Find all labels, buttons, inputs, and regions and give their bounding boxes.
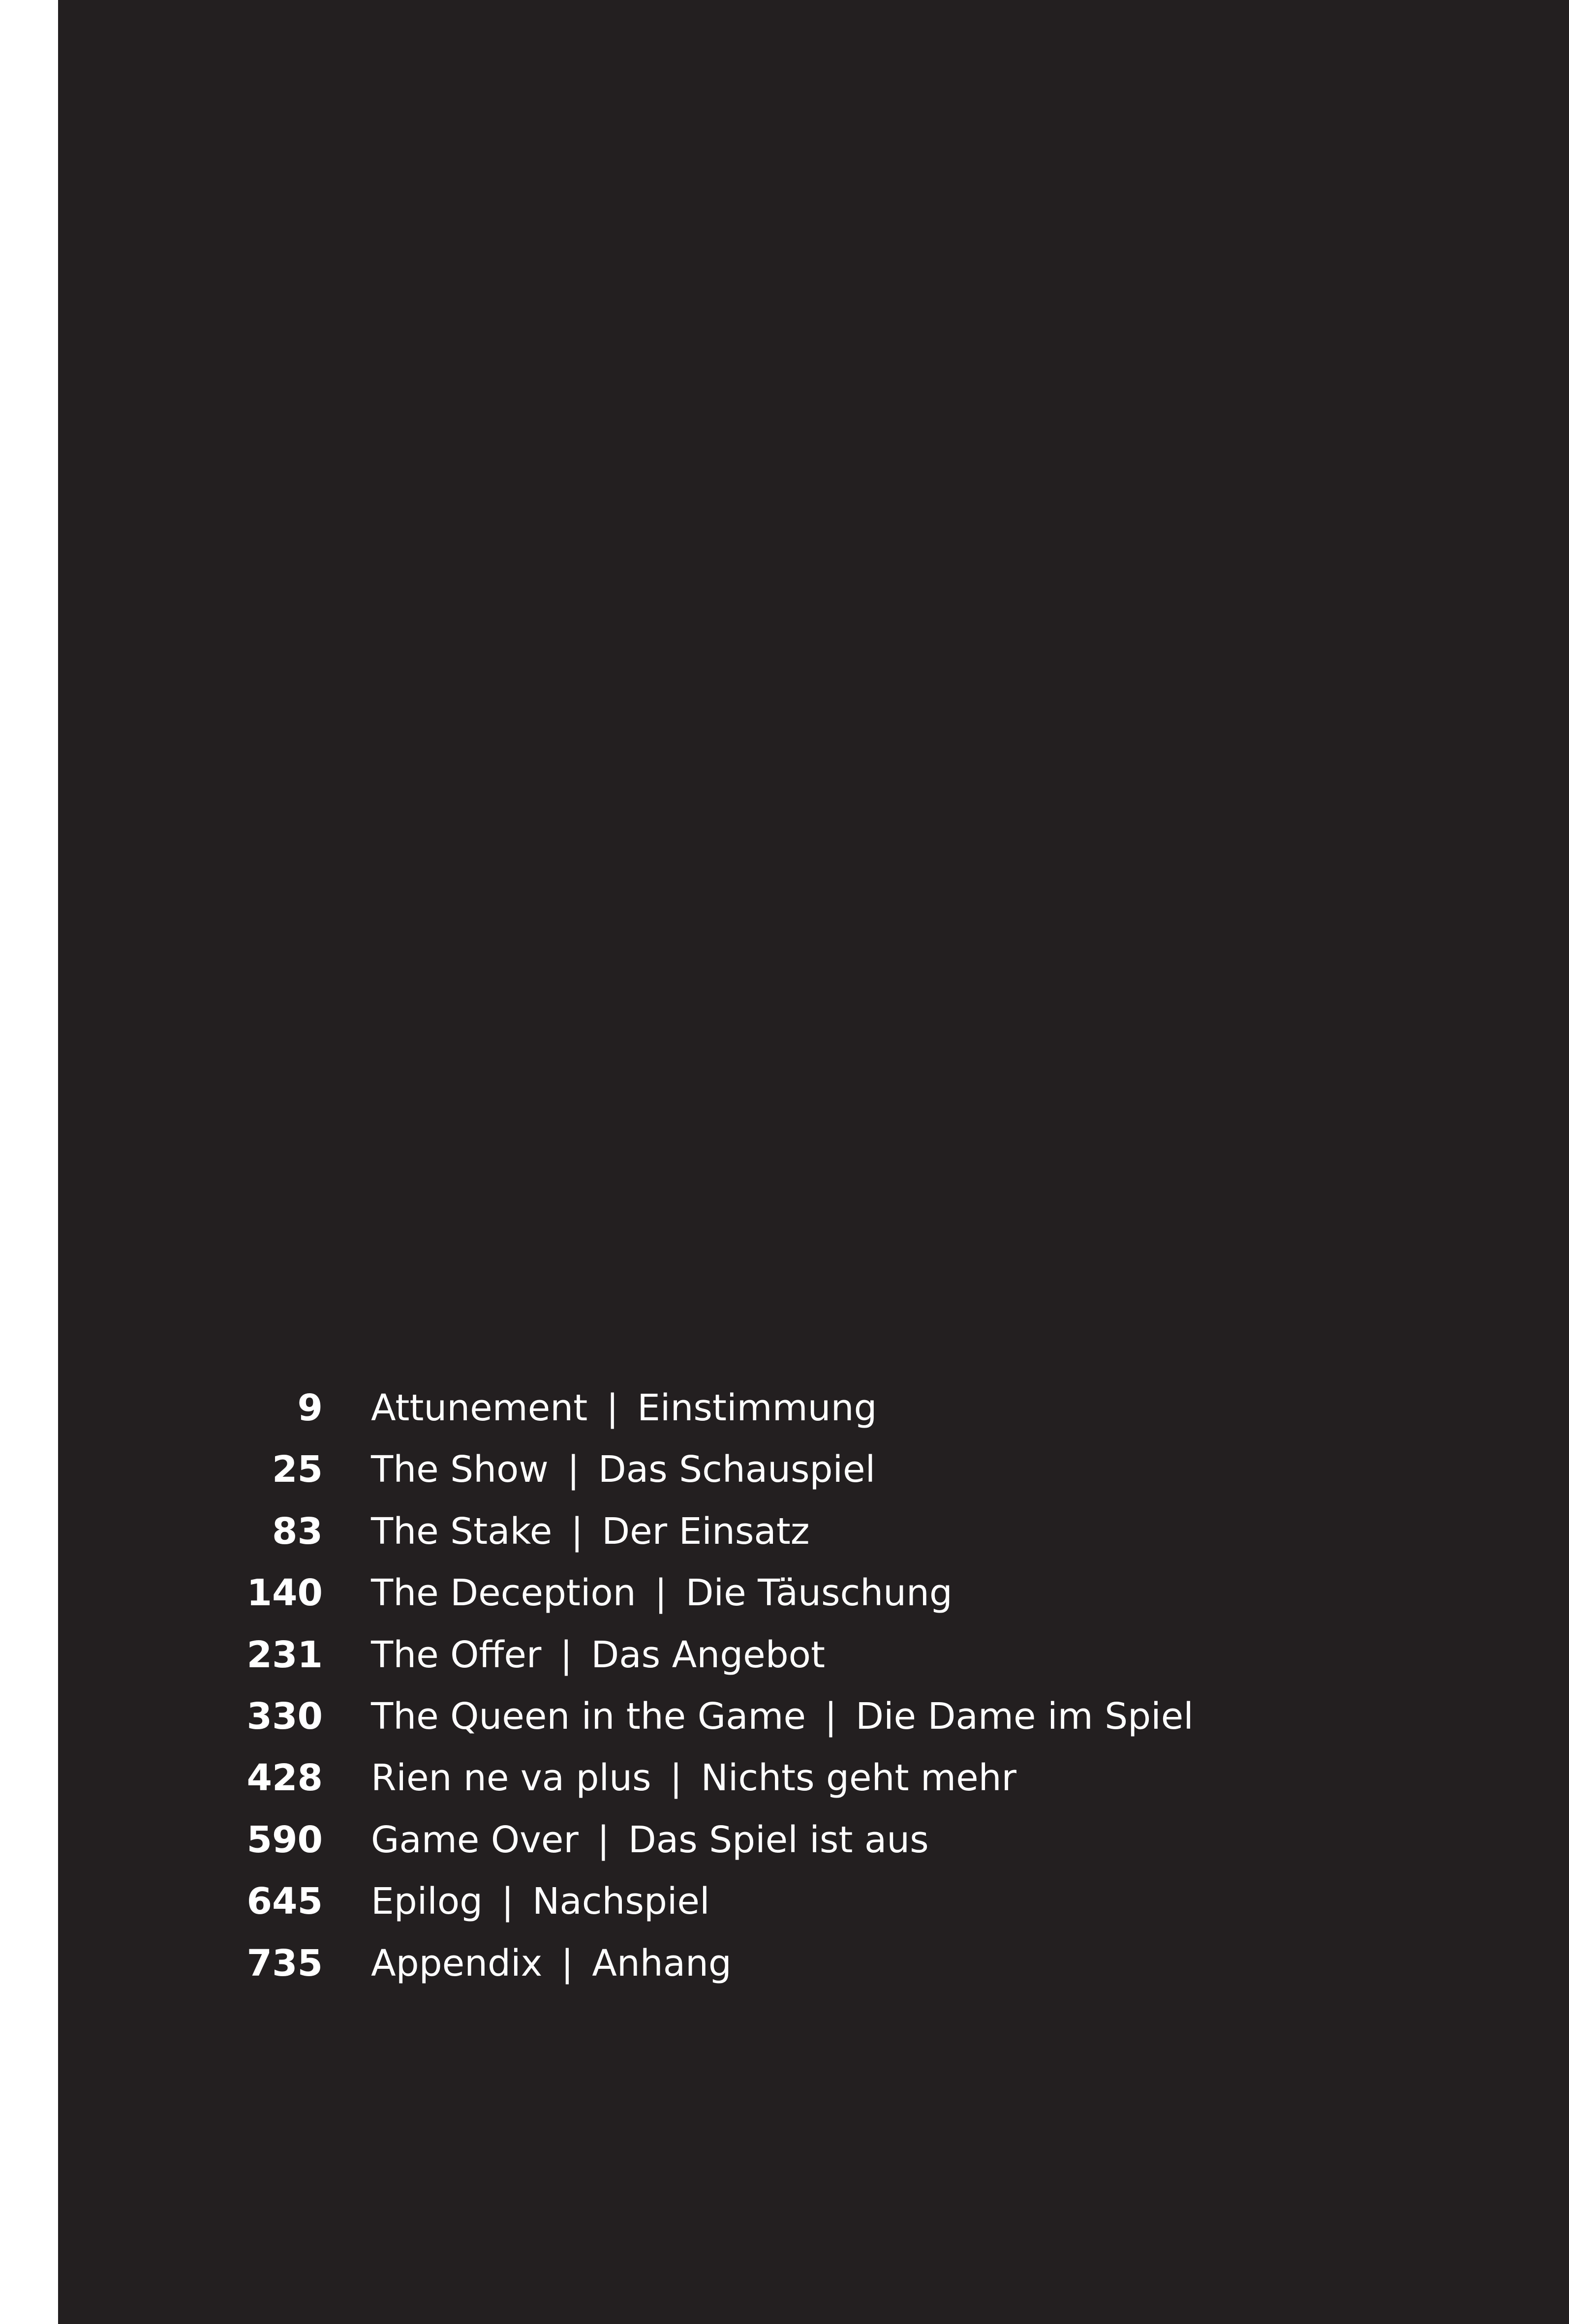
toc-page-number: 231 bbox=[246, 1633, 323, 1676]
toc-title-de: Die Dame im Spiel bbox=[855, 1695, 1194, 1738]
toc-separator: | bbox=[567, 1448, 580, 1491]
toc-title bbox=[371, 1871, 710, 1932]
toc-separator: | bbox=[825, 1695, 837, 1738]
toc-entry-2 bbox=[216, 1439, 1496, 1500]
toc-entry-9 bbox=[216, 1871, 1496, 1932]
toc-entry-7 bbox=[216, 1747, 1496, 1809]
toc-page-number: 735 bbox=[246, 1942, 323, 1985]
toc-title-de: Die Täuschung bbox=[685, 1572, 953, 1615]
toc-separator: | bbox=[654, 1572, 667, 1615]
toc-title bbox=[371, 1809, 929, 1871]
toc-separator: | bbox=[571, 1510, 584, 1553]
toc-title bbox=[371, 1501, 810, 1562]
toc-separator: | bbox=[606, 1387, 619, 1429]
toc-separator: | bbox=[560, 1633, 573, 1676]
toc-entry-4 bbox=[216, 1562, 1496, 1624]
toc-page-number: 428 bbox=[246, 1757, 323, 1800]
toc-title-en: The Deception bbox=[371, 1572, 636, 1615]
toc-entry-1 bbox=[216, 1377, 1496, 1439]
toc-page-number: 25 bbox=[272, 1448, 323, 1491]
toc-title-de: Nichts geht mehr bbox=[701, 1757, 1016, 1800]
toc-title-de: Das Schauspiel bbox=[598, 1448, 876, 1491]
toc-title-de: Einstimmung bbox=[637, 1387, 877, 1429]
toc-page-number: 140 bbox=[246, 1572, 323, 1615]
toc-title-en: The Queen in the Game bbox=[371, 1695, 806, 1738]
toc-title-en: Appendix bbox=[371, 1942, 543, 1985]
toc-separator: | bbox=[670, 1757, 682, 1800]
toc-entry-10 bbox=[216, 1933, 1496, 1994]
toc-separator: | bbox=[597, 1818, 610, 1861]
toc-title-en: The Stake bbox=[371, 1510, 553, 1553]
toc-page-number: 590 bbox=[246, 1818, 323, 1861]
toc-title bbox=[371, 1624, 825, 1686]
toc-separator: | bbox=[561, 1942, 574, 1985]
toc-title-en: The Show bbox=[371, 1448, 549, 1491]
toc-entry-8 bbox=[216, 1809, 1496, 1871]
toc-title-en: The Offer bbox=[371, 1633, 542, 1676]
toc-title bbox=[371, 1747, 1016, 1809]
toc-page-number: 83 bbox=[272, 1510, 323, 1553]
toc-title bbox=[371, 1439, 875, 1500]
toc-entry-3 bbox=[216, 1501, 1496, 1562]
toc-title-en: Rien ne va plus bbox=[371, 1757, 651, 1800]
toc-title-en: Epilog bbox=[371, 1880, 483, 1923]
toc-page-number: 645 bbox=[246, 1880, 323, 1923]
toc-title-de: Anhang bbox=[592, 1942, 732, 1985]
toc-entry-6 bbox=[216, 1686, 1496, 1747]
toc-title bbox=[371, 1562, 953, 1624]
toc-page-number: 330 bbox=[246, 1695, 323, 1738]
toc-separator: | bbox=[501, 1880, 514, 1923]
toc-page-number: 9 bbox=[297, 1387, 323, 1429]
table-of-contents bbox=[216, 1377, 1496, 1994]
toc-title-en: Game Over bbox=[371, 1818, 579, 1861]
toc-entry-5 bbox=[216, 1624, 1496, 1686]
toc-title-de: Das Angebot bbox=[591, 1633, 825, 1676]
toc-title bbox=[371, 1933, 732, 1994]
toc-title bbox=[371, 1686, 1194, 1747]
toc-title-de: Nachspiel bbox=[532, 1880, 710, 1923]
toc-title-en: Attunement bbox=[371, 1387, 588, 1429]
toc-title-de: Das Spiel ist aus bbox=[628, 1818, 929, 1861]
toc-title bbox=[371, 1377, 877, 1439]
toc-title-de: Der Einsatz bbox=[602, 1510, 810, 1553]
